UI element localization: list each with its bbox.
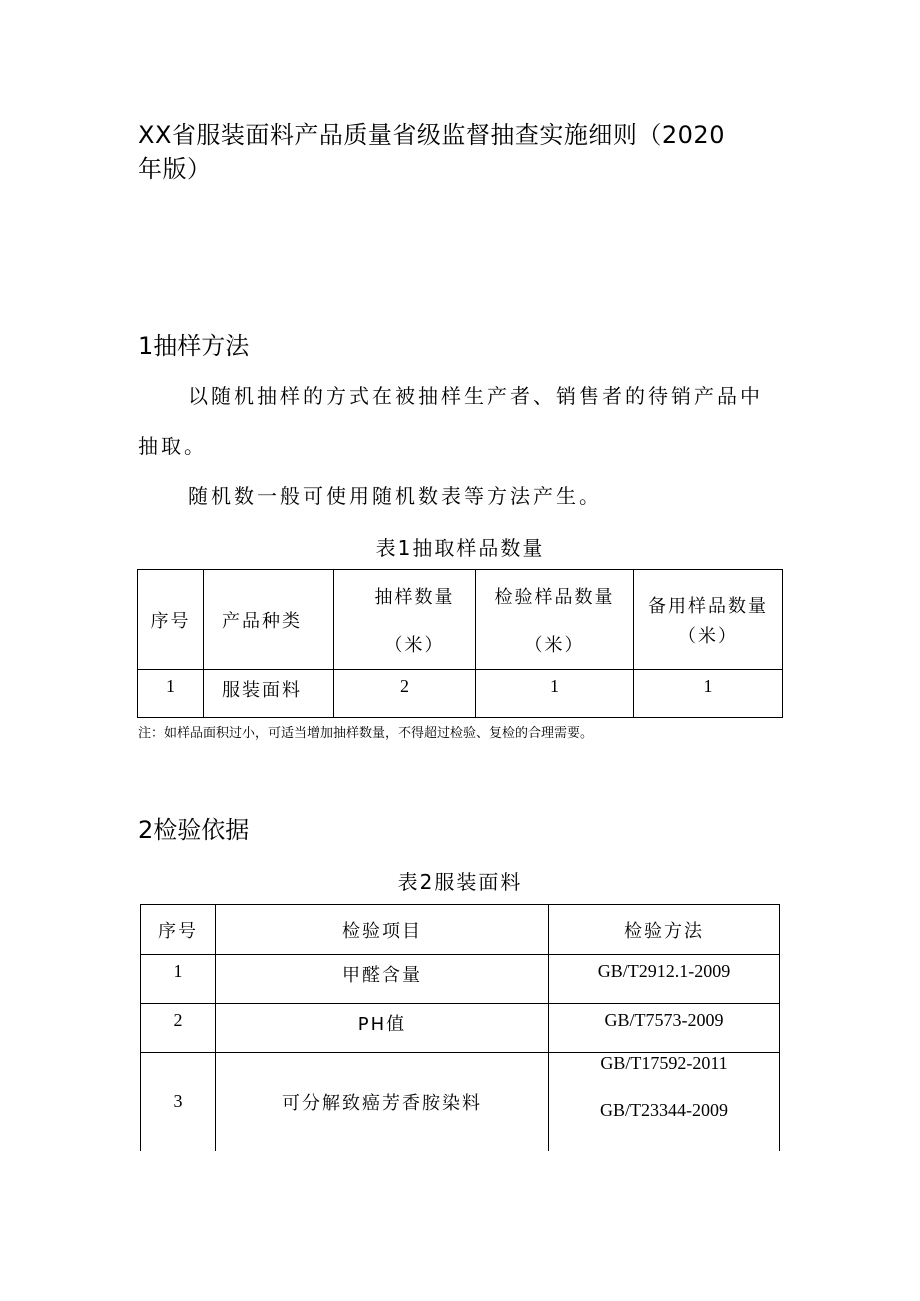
cell-seq: 3 [141,1053,216,1151]
table-row [141,1053,780,1151]
cell-method [549,1053,780,1151]
cell-sample-qty: 2 [334,670,476,718]
cell-seq: 2 [141,1004,216,1053]
section-heading-sampling: 1抽样方法 [138,332,250,360]
inspection-basis-table [140,904,780,1151]
table-row [141,955,780,1004]
header-test-qty-label: 检验样品数量 [494,586,615,608]
header-seq: 序号 [141,905,216,955]
header-backup-qty [634,570,783,670]
header-test-qty-unit: （米） [524,634,585,656]
cell-item: 甲醛含量 [216,955,549,1004]
cell-category: 服装面料 [204,670,334,718]
header-sample-qty [334,570,476,670]
cell-method: GB/T2912.1-2009 [549,955,780,1004]
cell-method-line: GB/T23344-2009 [600,1100,728,1120]
document-title: XX省服装面料产品质量省级监督抽查实施细则（2020年版） [138,121,725,183]
section-heading-inspection-basis: 2检验依据 [138,816,250,844]
table-row [141,1004,780,1053]
header-backup-qty-label: 备用样品数量 [648,595,768,617]
cell-seq: 1 [141,955,216,1004]
table1-caption: 表1抽取样品数量 [375,536,545,560]
paragraph-sampling-method: 以随机抽样的方式在被抽样生产者、销售者的待销产品中抽取。 [138,384,763,458]
header-seq: 序号 [138,570,204,670]
cell-method: GB/T7573-2009 [549,1004,780,1053]
header-method: 检验方法 [549,905,780,955]
cell-method-line: GB/T17592-2011 [600,1053,728,1073]
table-row [138,670,783,718]
cell-seq: 1 [138,670,204,718]
cell-item: PH值 [216,1004,549,1053]
cell-test-qty: 1 [476,670,634,718]
cell-item: 可分解致癌芳香胺染料 [216,1053,549,1151]
header-item: 检验项目 [216,905,549,955]
table-header-row [141,905,780,955]
table1-note: 注：如样品面积过小，可适当增加抽样数量，不得超过检验、复检的合理需要。 [138,726,594,741]
header-category: 产品种类 [204,570,334,670]
cell-backup-qty: 1 [634,670,783,718]
table2-caption: 表2服装面料 [397,870,523,894]
table-header-row [138,570,783,670]
sample-quantity-table [137,569,783,718]
header-sample-qty-label: 抽样数量 [374,586,455,608]
header-test-qty [476,570,634,670]
header-sample-qty-unit: （米） [384,634,445,656]
header-backup-qty-unit: （米） [678,625,738,647]
paragraph-random-number: 随机数一般可使用随机数表等方法产生。 [188,484,602,508]
